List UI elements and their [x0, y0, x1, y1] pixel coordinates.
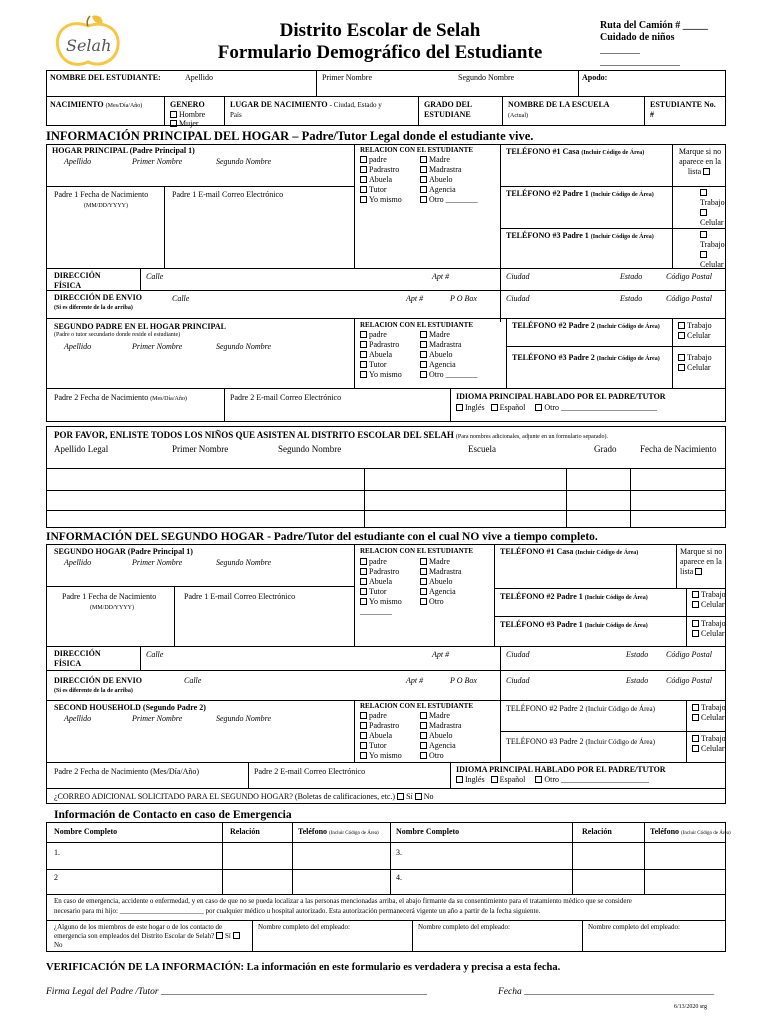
school-name-field[interactable]: NOMBRE DE LA ESCUELA (Actual) — [508, 100, 610, 119]
sh-physical-city-field[interactable]: Ciudad — [506, 650, 530, 659]
checkbox-icon — [216, 932, 223, 939]
sh-mailing-state-field[interactable]: Estado — [626, 676, 649, 685]
sh-p2-email-field[interactable]: Padre 2 E-mail Correo Electrónico — [254, 767, 366, 776]
children-col-dob: Fecha de Nacimiento — [640, 444, 717, 454]
rel-option[interactable]: Madrastra — [420, 567, 461, 577]
checkbox-icon — [360, 361, 367, 368]
rel-option[interactable]: Yo mismo — [360, 195, 402, 205]
signature-field[interactable]: Firma Legal del Padre /Tutor ________________________________________________________ — [46, 987, 427, 997]
p1-first-name-field[interactable]: Primer Nombre — [132, 157, 183, 166]
checkbox-icon — [692, 601, 699, 608]
children-col-school: Escuela — [468, 444, 496, 454]
checkbox-icon — [535, 776, 542, 783]
p1-phone3-field[interactable]: TELÉFONO #3 Padre 1 (Incluir Código de Área) — [506, 231, 654, 240]
p2-phone3-type[interactable]: Trabajo Celular — [678, 353, 712, 373]
student-first-name-field[interactable]: Primer Nombre — [322, 73, 372, 82]
sh-relationship-options-left — [360, 557, 402, 617]
checkbox-icon — [420, 578, 427, 585]
sh-p1-email-field[interactable]: Padre 1 E-mail Correo Electrónico — [184, 592, 296, 601]
rel-option[interactable]: Madre — [420, 557, 461, 567]
verification-heading: VERIFICACIÓN DE LA INFORMACIÓN: La información en este formulario es verdadera y precisa a esta fecha. — [46, 962, 561, 973]
form-title-district: Distrito Escolar de Selah — [279, 20, 481, 41]
sh-p2-phone2-type[interactable]: Trabajo Celular — [692, 703, 726, 723]
rel-option[interactable]: Padrastro — [360, 165, 402, 175]
rel-option[interactable]: Tutor — [360, 587, 402, 597]
physical-zip-field[interactable]: Código Postal — [666, 272, 713, 281]
checkbox-icon — [420, 598, 427, 605]
gender-female-option[interactable]: Mujer — [170, 119, 199, 129]
p2-middle-name-field[interactable]: Segundo Nombre — [216, 342, 272, 351]
checkbox-icon — [360, 341, 367, 348]
physical-street-field[interactable]: Calle — [146, 272, 164, 281]
emergency-heading: Información de Contacto en caso de Emergencia — [54, 809, 292, 821]
p2-last-name-field[interactable]: Apellido — [64, 342, 92, 351]
sh-physical-zip-field[interactable]: Código Postal — [666, 650, 713, 659]
revision-note: 6/13/2020 srg — [674, 1004, 708, 1010]
sh-mailing-zip-field[interactable]: Código Postal — [666, 676, 713, 685]
employee-question[interactable]: ¿Alguno de los miembros de este hogar o de los contacto de emergencia son empleados del Distrito Escolar de Selah? Sí No — [54, 923, 249, 950]
checkbox-icon — [535, 404, 542, 411]
student-middle-name-field[interactable]: Segundo Nombre — [458, 73, 515, 82]
rel-option[interactable]: Tutor — [360, 360, 402, 370]
checkbox-icon — [456, 776, 463, 783]
p1-birthdate-field[interactable]: Padre 1 Fecha de Nacimiento (MM/DD/YYYY) — [54, 190, 149, 209]
mailing-pobox-field[interactable]: P O Box — [450, 294, 477, 303]
rel-option[interactable]: Agencia — [420, 741, 461, 751]
mailing-apt-field[interactable]: Apt # — [406, 294, 424, 303]
checkbox-icon — [360, 371, 367, 378]
rel-option[interactable]: Yo mismo — [360, 370, 402, 380]
checkbox-icon — [170, 111, 177, 118]
sh-p2-relationship-options-left — [360, 711, 402, 761]
em-col-phone-2: Teléfono (Incluir Código de Área) — [650, 827, 731, 836]
rel-option[interactable]: Otro ________ — [420, 370, 478, 380]
p2-phone2-field[interactable]: TELÉFONO #2 Padre 2 (Incluir Código de Área) — [512, 321, 660, 330]
checkbox-icon — [360, 722, 367, 729]
rel-other-blank[interactable]: ________ — [360, 607, 392, 616]
sh-mailing-apt-field[interactable]: Apt # — [406, 676, 424, 685]
mailing-zip-field[interactable]: Código Postal — [666, 294, 713, 303]
mailing-street-field[interactable]: Calle — [172, 294, 190, 303]
checkbox-icon — [678, 364, 685, 371]
relationship-heading: RELACION CON EL ESTUDIANTE — [360, 146, 473, 154]
sh-physical-street-field[interactable]: Calle — [146, 650, 164, 659]
checkbox-icon — [700, 209, 707, 216]
checkbox-icon — [420, 568, 427, 575]
checkbox-icon — [678, 322, 685, 329]
sh-primary-language-label: IDIOMA PRINCIPAL HABLADO POR EL PADRE/TUTOR — [456, 765, 666, 774]
rel-option[interactable]: Abuelo — [420, 731, 461, 741]
rel-option[interactable]: Abuelo — [420, 175, 478, 185]
rel-option[interactable]: Agencia — [420, 185, 478, 195]
student-number-field[interactable]: ESTUDIANTE No. # — [650, 100, 716, 119]
form-title: Formulario Demográfico del Estudiante — [217, 42, 543, 63]
checkbox-icon — [692, 714, 699, 721]
checkbox-icon — [360, 732, 367, 739]
checkbox-icon — [420, 361, 427, 368]
rel-option[interactable]: Abuela — [360, 175, 402, 185]
em-col-name-1: Nombre Completo — [54, 827, 118, 836]
sh-mailing-pobox-field[interactable]: P O Box — [450, 676, 477, 685]
student-name-label: NOMBRE DEL ESTUDIANTE: — [50, 73, 161, 82]
rel-option[interactable]: Abuelo — [420, 577, 461, 587]
sh-p1-phone3-field[interactable]: TELÉFONO #3 Padre 1 (Incluir Código de Área) — [500, 620, 648, 629]
checkbox-icon — [360, 742, 367, 749]
checkbox-icon — [491, 404, 498, 411]
em-contact-3[interactable]: 3. — [396, 848, 402, 857]
p2-email-field[interactable]: Padre 2 E-mail Correo Electrónico — [230, 393, 342, 402]
checkbox-icon — [420, 176, 427, 183]
district-logo — [48, 14, 128, 70]
logo-text: Selah — [66, 36, 112, 55]
p2-relationship-heading: RELACION CON EL ESTUDIANTE — [360, 321, 473, 329]
checkbox-icon — [420, 558, 427, 565]
sh-p1-phone2-type[interactable]: Trabajo Celular — [692, 590, 726, 610]
rel-option[interactable]: Madre — [420, 711, 461, 721]
child-care-label: Cuidado de niños — [600, 32, 675, 43]
rel-option[interactable]: Abuelo — [420, 350, 478, 360]
rel-option[interactable]: Madrastra — [420, 165, 478, 175]
sh-physical-address-label: DIRECCIÓN FÍSICA — [54, 649, 101, 668]
mailing-address-sub: (Si es diferente de la de arriba) — [54, 305, 133, 311]
rel-option[interactable]: Abuela — [360, 350, 402, 360]
checkbox-icon — [692, 591, 699, 598]
checkbox-icon — [170, 120, 177, 127]
checkbox-icon — [456, 404, 463, 411]
children-col-grade: Grado — [594, 444, 617, 454]
checkbox-icon — [420, 186, 427, 193]
physical-address-label: DIRECCIÓN FÍSICA — [54, 271, 101, 290]
birthdate-label: NACIMIENTO — [50, 100, 104, 109]
checkbox-icon — [703, 168, 710, 175]
sh-p2-relationship-heading: RELACION CON EL ESTUDIANTE — [360, 702, 473, 710]
checkbox-icon — [700, 251, 707, 258]
sh-p2-birthdate-field[interactable]: Padre 2 Fecha de Nacimiento (Mes/Día/Año) — [54, 767, 200, 776]
checkbox-icon — [420, 156, 427, 163]
employee-name-field-1[interactable]: Nombre completo del empleado: — [258, 923, 350, 931]
sh-p1-phone3-type[interactable]: Trabajo Celular — [692, 619, 726, 639]
rel-option[interactable]: Agencia — [420, 587, 461, 597]
sh-p1-last-name-field[interactable]: Apellido — [64, 558, 92, 567]
second-home-primary-heading: SEGUNDO HOGAR (Padre Principal 1) — [54, 547, 193, 556]
p1-phone2-field[interactable]: TELÉFONO #2 Padre 1 (Incluir Código de Área) — [506, 189, 654, 198]
rel-option[interactable]: Otro ________ — [420, 195, 478, 205]
child-row[interactable] — [48, 491, 724, 509]
bus-route-field[interactable]: Ruta del Camión # _____ — [600, 20, 708, 31]
rel-option[interactable]: Abuela — [360, 731, 402, 741]
physical-apt-field[interactable]: Apt # — [432, 272, 450, 281]
checkbox-icon — [700, 189, 707, 196]
sh-second-parent-heading: SECOND HOUSEHOLD (Segundo Padre 2) — [54, 703, 206, 712]
em-contact-2[interactable]: 2 — [54, 873, 58, 882]
second-household-heading: INFORMACIÓN DEL SEGUNDO HOGAR - Padre/Tutor del estudiante con el cual NO vive a tiempo completo. — [46, 531, 598, 543]
rel-option[interactable]: Yo mismo — [360, 597, 402, 607]
rel-option[interactable]: Otro — [420, 597, 461, 607]
mailing-city-field[interactable]: Ciudad — [506, 294, 530, 303]
p1-middle-name-field[interactable]: Segundo Nombre — [216, 157, 272, 166]
rel-option[interactable]: Yo mismo — [360, 751, 402, 761]
p1-email-field[interactable]: Padre 1 E-mail Correo Electrónico — [172, 190, 284, 199]
second-parent-sub: (Padre o tutor secundario donde reside el estudiante) — [54, 332, 181, 338]
birthdate-format: (Mes/Día/Año) — [105, 103, 143, 109]
extra-mail-question[interactable]: ¿CORREO ADICIONAL SOLICITADO PARA EL SEGUNDO HOGAR? (Boletas de calificaciones, etc.) Sí No — [54, 792, 434, 801]
sh-p2-first-name-field[interactable]: Primer Nombre — [132, 714, 183, 723]
checkbox-icon — [360, 176, 367, 183]
rel-option[interactable]: padre — [360, 155, 402, 165]
sh-not-listed-checkbox[interactable]: Marque si no aparece en la lista — [680, 547, 723, 576]
checkbox-icon — [360, 196, 367, 203]
sh-p1-first-name-field[interactable]: Primer Nombre — [132, 558, 183, 567]
medical-consent-line-2: necesario para mi hijo: ________________________ por cualquier médico u hospital autorizado. Esta autorización permanecerá vigente un año a partir de la fecha siguiente. — [54, 907, 541, 915]
relationship-options-right — [420, 155, 478, 205]
checkbox-icon — [420, 722, 427, 729]
sh-p2-last-name-field[interactable]: Apellido — [64, 714, 92, 723]
p2-phone3-field[interactable]: TELÉFONO #3 Padre 2 (Incluir Código de Área) — [512, 353, 660, 362]
em-col-phone-1: Teléfono (Incluir Código de Área) — [298, 827, 379, 836]
checkbox-icon — [420, 341, 427, 348]
gender-male-option[interactable]: Hombre — [170, 110, 205, 120]
checkbox-icon — [360, 331, 367, 338]
checkbox-icon — [692, 735, 699, 742]
checkbox-icon — [491, 776, 498, 783]
p1-phone3-type[interactable]: Trabajo Celular — [700, 230, 725, 270]
em-contact-1[interactable]: 1. — [54, 848, 60, 857]
checkbox-icon — [420, 166, 427, 173]
rel-option[interactable]: padre — [360, 330, 402, 340]
checkbox-icon — [397, 793, 404, 800]
checkbox-icon — [360, 558, 367, 565]
p2-relationship-options-right — [420, 330, 478, 380]
sh-relationship-heading: RELACION CON EL ESTUDIANTE — [360, 547, 473, 555]
children-col-first: Primer Nombre — [172, 444, 229, 454]
em-contact-4[interactable]: 4. — [396, 873, 402, 882]
physical-city-field[interactable]: Ciudad — [506, 272, 530, 281]
rel-option[interactable]: Madre — [420, 330, 478, 340]
checkbox-icon — [420, 752, 427, 759]
rel-option[interactable]: Padrastro — [360, 340, 402, 350]
main-household-heading: INFORMACIÓN PRINCIPAL DEL HOGAR – Padre/Tutor Legal donde el estudiante vive. — [46, 129, 534, 143]
rel-option[interactable]: Madre — [420, 155, 478, 165]
primary-language-label: IDIOMA PRINCIPAL HABLADO POR EL PADRE/TUTOR — [456, 392, 666, 401]
sh-p2-phone3-field[interactable]: TELÉFONO #3 Padre 2 (Incluir Código de Área) — [506, 737, 655, 746]
checkbox-icon — [360, 598, 367, 605]
checkbox-icon — [678, 332, 685, 339]
checkbox-icon — [415, 793, 422, 800]
sh-physical-apt-field[interactable]: Apt # — [432, 650, 450, 659]
sh-p1-phone2-field[interactable]: TELÉFONO #2 Padre 1 (Incluir Código de Área) — [500, 592, 648, 601]
grade-field[interactable]: GRADO DEL ESTUDIANE — [424, 100, 472, 119]
em-col-relation-1: Relación — [230, 827, 260, 836]
rel-option[interactable]: Padrastro — [360, 567, 402, 577]
p2-birthdate-field[interactable]: Padre 2 Fecha de Nacimiento (Mes/Día/Año) — [54, 393, 187, 402]
sh-mailing-street-field[interactable]: Calle — [184, 676, 202, 685]
sh-p2-phone2-field[interactable]: TELÉFONO #2 Padre 2 (Incluir Código de Área) — [506, 704, 655, 713]
home-phone-field[interactable]: TELÉFONO #1 Casa (Incluir Código de Área) — [506, 147, 645, 156]
checkbox-icon — [678, 354, 685, 361]
sh-p2-middle-name-field[interactable]: Segundo Nombre — [216, 714, 272, 723]
rel-option[interactable]: padre — [360, 711, 402, 721]
sh-physical-state-field[interactable]: Estado — [626, 650, 649, 659]
birthplace-field[interactable]: LUGAR DE NACIMIENTO - Ciudad, Estado y País — [230, 100, 382, 119]
checkbox-icon — [420, 742, 427, 749]
employee-name-field-3[interactable]: Nombre completo del empleado: — [588, 923, 680, 931]
p2-relationship-options-left — [360, 330, 402, 380]
relationship-options-left — [360, 155, 402, 205]
physical-state-field[interactable]: Estado — [620, 272, 643, 281]
p2-phone2-type[interactable]: Trabajo Celular — [678, 321, 712, 341]
checkbox-icon — [360, 156, 367, 163]
student-nickname-field[interactable]: Apodo: — [582, 73, 608, 82]
p1-phone2-type[interactable]: Trabajo Celular — [700, 188, 725, 228]
checkbox-icon — [233, 932, 240, 939]
sh-primary-language-options[interactable]: Inglés Español Otro ______________________ — [456, 775, 649, 785]
date-field[interactable]: Fecha ________________________________________ — [498, 987, 715, 997]
child-care-blank-1[interactable]: ________ — [600, 44, 640, 55]
sh-relationship-options-right — [420, 557, 461, 607]
rel-option[interactable]: Padrastro — [360, 721, 402, 731]
checkbox-icon — [360, 568, 367, 575]
primary-language-options[interactable]: Inglés Español Otro ________________________ — [456, 403, 657, 413]
second-parent-heading: SEGUNDO PADRE EN EL HOGAR PRINCIPAL — [54, 322, 226, 331]
mailing-state-field[interactable]: Estado — [620, 294, 643, 303]
checkbox-icon — [360, 578, 367, 585]
sh-p1-birthdate-field[interactable]: Padre 1 Fecha de Nacimiento (MM/DD/YYYY) — [62, 592, 157, 611]
medical-consent-line-1: En caso de emergencia, accidente o enfermedad, y en caso de que no se pueda localizar a las personas mencionadas arriba, el abajo firmante da su consentimiento para el tratamiento médico que se considere — [54, 897, 632, 905]
checkbox-icon — [700, 231, 707, 238]
em-col-name-2: Nombre Completo — [396, 827, 460, 836]
rel-option[interactable]: Abuela — [360, 577, 402, 587]
child-row[interactable] — [48, 469, 724, 489]
children-heading: POR FAVOR, ENLISTE TODOS LOS NIÑOS QUE ASISTEN AL DISTRITO ESCOLAR DEL SELAH (Para nombres adicionales, adjunte en un formulario separado). — [54, 430, 608, 440]
checkbox-icon — [695, 568, 702, 575]
not-listed-checkbox[interactable]: Marque si no aparece en la lista — [678, 147, 722, 176]
mailing-address-label: DIRECCIÓN DE ENVIO — [54, 293, 143, 302]
sh-mailing-city-field[interactable]: Ciudad — [506, 676, 530, 685]
checkbox-icon — [420, 351, 427, 358]
checkbox-icon — [692, 620, 699, 627]
rel-option[interactable]: Tutor — [360, 741, 402, 751]
employee-name-field-2[interactable]: Nombre completo del empleado: — [418, 923, 510, 931]
rel-option[interactable]: padre — [360, 557, 402, 567]
sh-mailing-address-label: DIRECCIÓN DE ENVIO — [54, 676, 143, 685]
children-col-last: Apellido Legal — [54, 444, 109, 454]
child-care-blank-2[interactable]: ________________ — [600, 56, 680, 67]
sh-p2-phone3-type[interactable]: Trabajo Celular — [692, 734, 726, 754]
checkbox-icon — [360, 752, 367, 759]
checkbox-icon — [420, 371, 427, 378]
student-birthdate-field[interactable] — [50, 100, 160, 124]
rel-option[interactable]: Agencia — [420, 360, 478, 370]
checkbox-icon — [692, 704, 699, 711]
checkbox-icon — [360, 166, 367, 173]
rel-option[interactable]: Otro — [420, 751, 461, 761]
checkbox-icon — [420, 588, 427, 595]
rel-option[interactable]: Madrastra — [420, 340, 478, 350]
checkbox-icon — [420, 196, 427, 203]
sh-home-phone-field[interactable]: TELÉFONO #1 Casa (Incluir Código de Área) — [500, 547, 639, 556]
primary-parent-heading: HOGAR PRINCIPAL (Padre Principal 1) — [52, 146, 195, 155]
checkbox-icon — [420, 331, 427, 338]
p1-last-name-field[interactable]: Apellido — [64, 157, 92, 166]
rel-option[interactable]: Tutor — [360, 185, 402, 195]
sh-mailing-address-sub: (Si es diferente de la de arriba) — [54, 688, 133, 694]
checkbox-icon — [692, 745, 699, 752]
p2-first-name-field[interactable]: Primer Nombre — [132, 342, 183, 351]
checkbox-icon — [692, 630, 699, 637]
sh-p2-relationship-options-right — [420, 711, 461, 761]
checkbox-icon — [360, 351, 367, 358]
checkbox-icon — [360, 588, 367, 595]
gender-label: GENERO — [170, 100, 205, 109]
child-row[interactable] — [48, 511, 724, 527]
checkbox-icon — [360, 186, 367, 193]
children-col-middle: Segundo Nombre — [278, 444, 342, 454]
checkbox-icon — [420, 732, 427, 739]
em-col-relation-2: Relación — [582, 827, 612, 836]
rel-option[interactable]: Madrastra — [420, 721, 461, 731]
student-last-name-field[interactable]: Apellido — [185, 73, 213, 82]
checkbox-icon — [360, 712, 367, 719]
sh-p1-middle-name-field[interactable]: Segundo Nombre — [216, 558, 272, 567]
checkbox-icon — [420, 712, 427, 719]
